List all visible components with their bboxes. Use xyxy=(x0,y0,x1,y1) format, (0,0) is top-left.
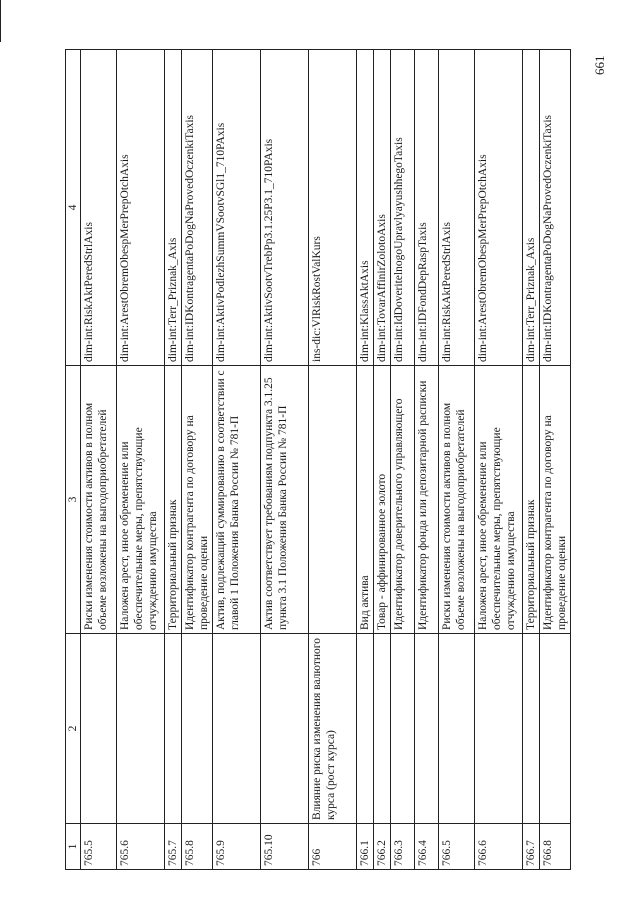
description-cell: Наложен арест, иное обременение или обеспечительные меры, препятствующие отчуждению имущества xyxy=(475,366,523,634)
description-cell: Вид актива xyxy=(357,366,374,634)
header-cell-2: 2 xyxy=(66,634,81,824)
dimension-cell: dim-int:RiskAktPeredStrlAxis xyxy=(439,50,475,366)
table-row xyxy=(182,50,213,870)
dimension-cell: dim-int:AktivPodlezhSummVSootvSGl1_710PAxis xyxy=(213,50,261,366)
name-cell xyxy=(374,634,391,824)
description-cell: Актив соответствует требованиям подпункта 3.1.25 пункта 3.1 Положения Банка России № 781-П xyxy=(261,366,309,634)
table-row xyxy=(261,50,309,870)
table-row xyxy=(213,50,261,870)
dimension-cell: ins-dic:VlRiskRostValKurs xyxy=(309,50,357,366)
table-row xyxy=(540,50,571,870)
name-cell xyxy=(117,634,165,824)
name-cell xyxy=(439,634,475,824)
description-cell: Наложен арест, иное обременение или обеспечительные меры, препятствующие отчуждению имущества xyxy=(117,366,165,634)
dimension-cell: dim-int:IDKontragentaPoDogNaProvedOczenkiTaxis xyxy=(540,50,571,366)
code-cell: 765.10 xyxy=(261,824,309,870)
dimension-cell: dim-int:Terr_Priznak_Axis xyxy=(523,50,540,366)
name-cell xyxy=(391,634,415,824)
description-cell xyxy=(309,366,357,634)
name-cell: Влияние риска изменения валютного курса (рост курса) xyxy=(309,634,357,824)
code-cell: 766.8 xyxy=(540,824,571,870)
name-cell xyxy=(213,634,261,824)
dimension-cell: dim-int:TovarAffinirZolotoAxis xyxy=(374,50,391,366)
name-cell xyxy=(261,634,309,824)
dimension-cell: dim-int:ArestObremObespMerPrepOtchAxis xyxy=(117,50,165,366)
header-cell-4: 4 xyxy=(66,50,81,366)
code-cell: 766.5 xyxy=(439,824,475,870)
page-number: 661 xyxy=(592,55,607,75)
code-cell: 766.7 xyxy=(523,824,540,870)
table-row xyxy=(117,50,165,870)
description-cell: Риски изменения стоимости активов в полном объеме возложены на выгодоприобретателей xyxy=(439,366,475,634)
table-row xyxy=(374,50,391,870)
dimensions-table xyxy=(65,49,571,870)
description-cell: Риски изменения стоимости активов в полном объеме возложены на выгодоприобретателей xyxy=(81,366,117,634)
dimension-cell: dim-int:RiskAktPeredStrlAxis xyxy=(81,50,117,366)
header-cell-1: 1 xyxy=(66,824,81,870)
name-cell xyxy=(523,634,540,824)
description-cell: Территориальный признак xyxy=(523,366,540,634)
table-row xyxy=(309,50,357,870)
dimension-cell: dim-int:IDKontragentaPoDogNaProvedOczenkiTaxis xyxy=(182,50,213,366)
header-cell-3: 3 xyxy=(66,366,81,634)
code-cell: 766.6 xyxy=(475,824,523,870)
description-cell: Идентификатор контрагента по договору на проведение оценки xyxy=(540,366,571,634)
dimension-cell: dim-int:ArestObremObespMerPrepOtchAxis xyxy=(475,50,523,366)
header-row xyxy=(66,50,81,870)
dimension-cell: dim-int:KlassAktAxis xyxy=(357,50,374,366)
binding-mark xyxy=(0,0,1,42)
dimension-cell: dim-int:Terr_Priznak_Axis xyxy=(165,50,182,366)
table-row xyxy=(475,50,523,870)
code-cell: 765.7 xyxy=(165,824,182,870)
table-row xyxy=(165,50,182,870)
description-cell: Товар - аффинированное золото xyxy=(374,366,391,634)
name-cell xyxy=(81,634,117,824)
table-row xyxy=(357,50,374,870)
dimension-cell: dim-int:IDFondDepRaspTaxis xyxy=(415,50,439,366)
table-row xyxy=(439,50,475,870)
table-row xyxy=(523,50,540,870)
description-cell: Идентификатор доверительного управляющего xyxy=(391,366,415,634)
dimension-cell: dim-int:AktivSootvTrebPp3.1.25P3.1_710PAxis xyxy=(261,50,309,366)
rotated-table-container xyxy=(65,50,585,870)
code-cell: 766.1 xyxy=(357,824,374,870)
table-row xyxy=(391,50,415,870)
code-cell: 765.6 xyxy=(117,824,165,870)
table-row xyxy=(81,50,117,870)
name-cell xyxy=(182,634,213,824)
description-cell: Территориальный признак xyxy=(165,366,182,634)
code-cell: 766.2 xyxy=(374,824,391,870)
name-cell xyxy=(357,634,374,824)
code-cell: 765.5 xyxy=(81,824,117,870)
code-cell: 765.9 xyxy=(213,824,261,870)
description-cell: Актив, подлежащий суммированию в соответствии с главой 1 Положения Банка России № 781-П xyxy=(213,366,261,634)
description-cell: Идентификатор контрагента по договору на проведение оценки xyxy=(182,366,213,634)
code-cell: 766 xyxy=(309,824,357,870)
code-cell: 766.3 xyxy=(391,824,415,870)
name-cell xyxy=(415,634,439,824)
name-cell xyxy=(165,634,182,824)
name-cell xyxy=(475,634,523,824)
dimension-cell: dim-int:IdDoveritelnogoUpravlyayushhegoTaxis xyxy=(391,50,415,366)
name-cell xyxy=(540,634,571,824)
description-cell: Идентификатор фонда или депозитарной расписки xyxy=(415,366,439,634)
code-cell: 766.4 xyxy=(415,824,439,870)
code-cell: 765.8 xyxy=(182,824,213,870)
table-row xyxy=(415,50,439,870)
